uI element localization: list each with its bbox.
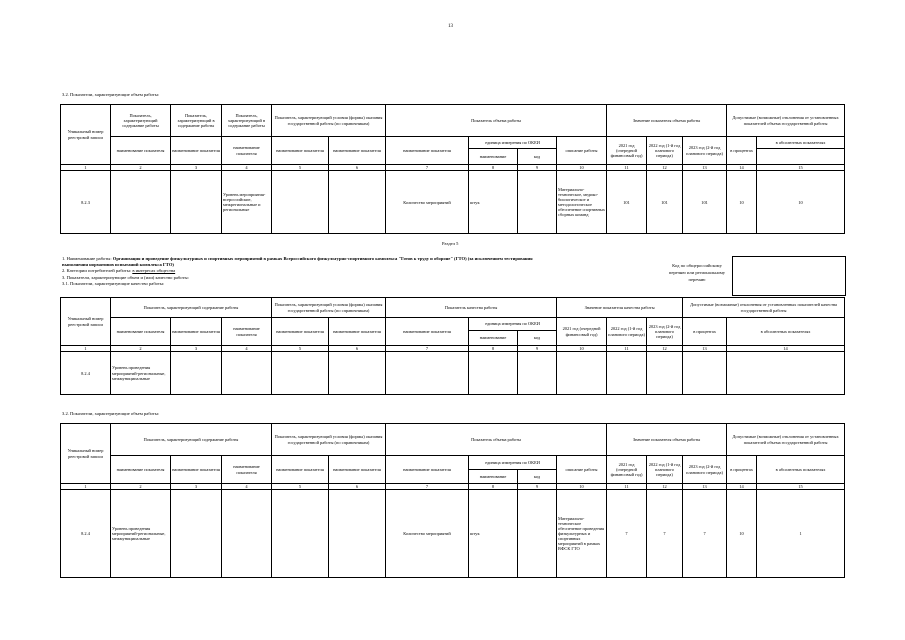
value-2021: 7 [607,490,647,578]
col-num: 5 [272,165,329,171]
hdr-unit-okei: единица измерения по ОКЕИ [469,456,557,470]
col-num: 13 [683,165,727,171]
col-num: 10 [557,346,607,352]
consumers-value: в интересах общества [132,268,176,274]
hdr-work-desc: описание работы [557,137,607,165]
value-2023: 101 [683,171,727,234]
job-name-label: 1. Наименование работы: [62,256,112,261]
registry-code-box [732,256,846,296]
work-description: Материально-техническое, медико-биологическое и методологическое обеспечение спортивных сборных команд [557,171,607,234]
hdr-content-c: Показатель, характеризующий в содержание работы [222,105,272,137]
hdr-percent: в процентах [727,456,757,484]
col-num: 14 [727,346,845,352]
cell-empty [272,171,329,234]
indicator-name: Количество мероприятий [386,171,469,234]
consumers-label: 2. Категории потребителей работы: [62,268,132,274]
volume-table-2 [60,423,845,578]
unit-name: штук [469,171,518,234]
col-num: 13 [683,346,727,352]
hdr-2021: 2021 год (очередной финансовый год) [607,137,647,165]
hdr-reg-num: Уникальный номер реестровой записи [61,424,111,484]
hdr-unit-name: наименование [469,331,518,346]
col-num: 12 [647,346,683,352]
cell-empty [171,352,222,395]
col-num: 11 [607,484,647,490]
value-2022: 101 [647,171,683,234]
hdr-ind-name: наименование показателя [329,137,386,165]
deviation-absolute: 10 [757,171,845,234]
hdr-unit-okei: единица измерения по ОКЕИ [469,137,557,149]
cell-empty [222,352,272,395]
hdr-unit-code: код [518,331,557,346]
volume-table-1 [60,104,845,234]
quality-heading: 3.1. Показатели, характеризующие качество работы: [62,280,165,286]
section-title: Раздел 5 [442,241,459,246]
col-num: 4 [222,165,272,171]
hdr-ind-name: наименование показателя [386,318,469,346]
col-num: 14 [727,484,757,490]
col-num: 13 [683,484,727,490]
hdr-ind-name: наименование показателя [329,318,386,346]
value-2021: 101 [607,171,647,234]
cell-empty [518,171,557,234]
hdr-content-b: Показатель, характеризующий в содержание работы [171,105,222,137]
hdr-content-a: Показатель, характеризующий содержание работы [111,105,171,137]
hdr-2023: 2023 год (2-й год планового периода) [647,318,683,346]
cell-empty [329,352,386,395]
cell-empty [386,352,469,395]
hdr-ind-name: наименование показателя [222,318,272,346]
hdr-volume-ind: Показатель объема работы [386,105,607,137]
job-name: Организация и проведение физкультурных и спортивных мероприятий в рамках Всероссийского физкультурно-спортивного комплекса "Готов к труду и обороне" (ГТО) (за исключением тестирования [112,256,533,261]
col-num: 5 [272,484,329,490]
registry-code-label: Код по общероссийскому перечню или региональному перечню [668,263,726,282]
hdr-volume-ind: Показатель объема работы [386,424,607,456]
col-num: 9 [518,484,557,490]
hdr-conditions: Показатель, характеризующий условия (формы) оказания государственной работы (по справочникам) [272,298,386,318]
hdr-ind-name: наименование показателя [171,318,222,346]
col-num: 15 [757,165,845,171]
col-num: 11 [607,346,647,352]
hdr-ind-name: наименование показателя [386,137,469,165]
page-number: 13 [448,24,453,29]
job-info [62,256,712,287]
col-num: 11 [607,165,647,171]
hdr-unit-code: код [518,149,557,165]
hdr-ind-name: наименование показателя [111,456,171,484]
table-row [61,352,845,395]
job-name-cont: выполнения нормативов испытаний комплекса ГТО) [62,262,174,268]
hdr-conditions: Показатель, характеризующий условия (формы) оказания государственной работы (по справочникам) [272,424,386,456]
value-2022: 7 [647,490,683,578]
hdr-absolute: в абсолютных показателях [757,456,845,484]
hdr-volume-value: Значение показателя объема работы [607,105,727,137]
col-num: 7 [386,165,469,171]
hdr-ind-name: наименование показателя [272,137,329,165]
hdr-unit-name: наименование [469,470,518,484]
cell-empty [607,352,647,395]
hdr-2023: 2023 год (2-й год планового периода) [683,456,727,484]
hdr-2021: 2021 год (очередной финансовый год) [607,456,647,484]
work-description: Материально-техническое обеспечение проведения физкультурных и спортивных мероприятий в рамках ВФСК ГТО [557,490,607,578]
volume-heading-1: 3.2. Показатели, характеризующие объем работы: [62,92,160,97]
hdr-ind-name: наименование показателя [222,456,272,484]
deviation-percent: 10 [727,490,757,578]
cell-empty [222,490,272,578]
hdr-absolute: в абсолютных показателях [727,318,845,346]
hdr-ind-name: наименование показателя [272,456,329,484]
hdr-quality-value: Значение показателя качества работы [557,298,683,318]
reg-number: 8.2.4 [61,352,111,395]
col-num: 10 [557,165,607,171]
col-num: 1 [61,484,111,490]
hdr-percent: в процентах [727,137,757,165]
col-num: 2 [111,346,171,352]
col-num: 10 [557,484,607,490]
reg-number: 8.2.3 [61,171,111,234]
col-num: 6 [329,165,386,171]
hdr-content: Показатель, характеризующий содержание работы [111,298,272,318]
table-row [61,490,845,578]
cell-empty [469,352,518,395]
cell-empty [647,352,683,395]
col-num: 7 [386,346,469,352]
col-num: 3 [171,484,222,490]
content-value: Уровень мероприятия-всероссийские, межрегиональные и региональные [222,171,272,234]
hdr-work-desc: описание работы [557,456,607,484]
content-value: Уровень проведения мероприятий-региональные, межмуниципальные [111,352,171,395]
col-num: 2 [111,484,171,490]
hdr-ind-name: наименование показателя [222,137,272,165]
cell-empty [518,352,557,395]
col-num: 6 [329,484,386,490]
hdr-unit-okei: единица измерения по ОКЕИ [469,318,557,331]
hdr-deviations: Допустимые (возможные) отклонения от установленных показателей объема государственной работы [727,424,845,456]
hdr-2022: 2022 год (1-й год планового периода) [607,318,647,346]
hdr-deviations: Допустимые (возможные) отклонения от установленных показателей качества государственной работы [683,298,845,318]
hdr-deviations: Допустимые (возможные) отклонения от установленных показателей объема государственной работы [727,105,845,137]
reg-number: 8.2.4 [61,490,111,578]
indicator-name: Количество мероприятий [386,490,469,578]
col-num: 12 [647,484,683,490]
col-num: 5 [272,346,329,352]
hdr-ind-name: наименование показателя [272,318,329,346]
hdr-quality-ind: Показатель качества работы [386,298,557,318]
col-num: 9 [518,165,557,171]
quality-table [60,297,845,395]
content-value: Уровень проведения мероприятий-региональные, межмуниципальные [111,490,171,578]
hdr-volume-value: Значение показателя объема работы [607,424,727,456]
cell-empty [171,171,222,234]
col-num: 8 [469,165,518,171]
hdr-2023: 2023 год (2-й год планового периода) [683,137,727,165]
col-num: 8 [469,484,518,490]
hdr-ind-name: наименование показателя [111,137,171,165]
cell-empty [518,490,557,578]
cell-empty [557,352,607,395]
hdr-ind-name: наименование показателя [386,456,469,484]
col-num: 3 [171,165,222,171]
table-row [61,171,845,234]
hdr-reg-num: Уникальный номер реестровой записи [61,298,111,346]
cell-empty [272,352,329,395]
hdr-absolute: в абсолютных показателях [757,137,845,149]
col-num: 14 [727,165,757,171]
cell-empty [683,352,727,395]
cell-empty [329,490,386,578]
cell-empty [329,171,386,234]
cell-empty [727,352,845,395]
indicators-label: 3. Показатели, характеризующие объем и (или) качество работы: [62,274,189,280]
col-num: 6 [329,346,386,352]
cell-empty [111,171,171,234]
deviation-percent: 10 [727,171,757,234]
hdr-unit-name: наименование [469,149,518,165]
value-2023: 7 [683,490,727,578]
col-num: 8 [469,346,518,352]
col-num: 2 [111,165,171,171]
hdr-empty [757,149,845,165]
hdr-reg-num: Уникальный номер реестровой записи [61,105,111,165]
cell-empty [272,490,329,578]
col-num: 9 [518,346,557,352]
hdr-ind-name: наименование показателя [171,456,222,484]
col-num: 7 [386,484,469,490]
col-num: 1 [61,165,111,171]
volume-heading-2: 3.2. Показатели, характеризующие объем работы: [62,411,160,416]
hdr-2022: 2022 год (1-й год планового периода) [647,137,683,165]
hdr-ind-name: наименование показателя [171,137,222,165]
unit-name: штук [469,490,518,578]
hdr-percent: в процентах [683,318,727,346]
hdr-2022: 2022 год (1-й год планового периода) [647,456,683,484]
hdr-2021: 2021 год (очередной финансовый год) [557,318,607,346]
cell-empty [171,490,222,578]
deviation-absolute: 1 [757,490,845,578]
col-num: 4 [222,346,272,352]
col-num: 1 [61,346,111,352]
col-num: 3 [171,346,222,352]
hdr-ind-name: наименование показателя [111,318,171,346]
hdr-ind-name: наименование показателя [329,456,386,484]
hdr-conditions: Показатель, характеризующий условия (формы) оказания государственной работы (по справочникам) [272,105,386,137]
hdr-content: Показатель, характеризующий содержание работы [111,424,272,456]
col-num: 12 [647,165,683,171]
col-num: 15 [757,484,845,490]
hdr-unit-code: код [518,470,557,484]
col-num: 4 [222,484,272,490]
